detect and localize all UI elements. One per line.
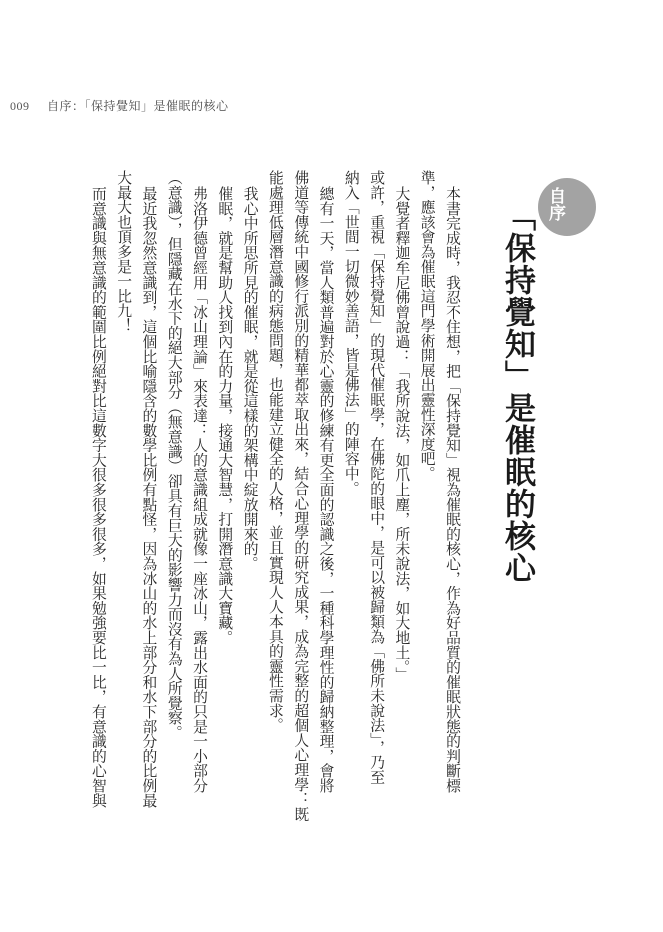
text-line: 最近我忽然意識到，這個比喻隱含的數學比例有點怪，因為冰山的水上部分和水下部分的比例最 (140, 185, 158, 808)
body-text (70, 170, 465, 860)
paragraph (161, 170, 212, 860)
page-number: 009 (10, 99, 30, 113)
text-line: 催眠，就是幫助人找到內在的力量，接通大智慧，打開潛意識大寶藏。 (216, 185, 234, 645)
preface-badge-label: 自序 (545, 187, 565, 221)
paragraph (414, 170, 465, 860)
running-title: 自序：「保持覺知」是催眠的核心 (47, 99, 229, 113)
text-line: 而意識與無意識的範圍比例絕對比這數字大很多很多很多，如果勉強要比一比，有意識的心智與 (89, 185, 107, 808)
text-line: 大覺者釋迦牟尼佛曾說過：「我所說法，如爪上塵，所未說法，如大地土。」 (393, 185, 411, 682)
text-line: 弗洛伊德曾經用「冰山理論」來表達：人的意識組成就像一座冰山，露出水面的只是一小部分 (191, 185, 209, 793)
text-line: 我心中所思所見的催眠，就是從這樣的架構中綻放開來的。 (241, 185, 259, 571)
text-line: 大最大也頂多是一比九！ (115, 170, 133, 333)
paragraph (237, 170, 262, 860)
chapter-title: 「保持覺知」是催眠的核心 (499, 200, 535, 584)
running-header (10, 97, 229, 114)
paragraph (339, 170, 415, 860)
paragraph (111, 170, 162, 860)
text-line: 納入「世間一切微妙善語，皆是佛法」的陣容中。 (342, 170, 360, 496)
paragraph (263, 170, 339, 860)
text-line: 總有一天，當人類普遍對於心靈的修練有更全面的認識之後，一種科學理性的歸納整理，會將 (317, 185, 335, 793)
text-line: 本書完成時，我忍不住想，把「保持覺知」視為催眠的核心，作為好品質的催眠狀態的判斷標 (444, 185, 461, 793)
text-line: 佛道等傳統中國修行派別的精華都萃取出來，結合心理學的研究成果，成為完整的超個人心理學：既 (292, 170, 310, 822)
paragraph (86, 170, 111, 860)
paragraph (212, 170, 237, 860)
text-line: 能處理低層潛意識的病態問題，也能建立健全的人格，並且實現人人本具的靈性需求。 (266, 170, 284, 733)
text-line: 準，應該會為催眠這門學術開展出靈性深度吧。 (418, 170, 436, 481)
text-line: 或許，重視「保持覺知」的現代催眠學，在佛陀的眼中，是可以被歸類為「佛所未說法」，乃至 (368, 170, 386, 785)
preface-badge (538, 178, 596, 236)
text-line: （意識），但隱藏在水下的絕大部分（無意識）卻具有巨大的影響力而沒有為人所覺察。 (165, 170, 183, 740)
